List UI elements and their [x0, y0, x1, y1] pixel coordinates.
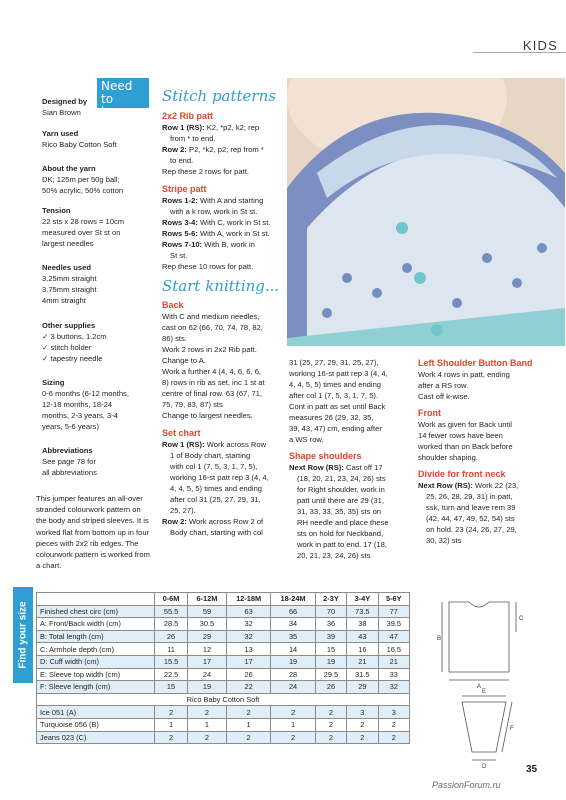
measurement-value: 32 — [226, 630, 270, 643]
measurement-value: 39 — [315, 630, 346, 643]
table-row — [37, 706, 410, 719]
instruction-text: Work 22 (23, — [472, 481, 519, 490]
sidebar-check-item: ✓ tapestry needle — [42, 353, 152, 364]
instruction-text: sts on hold for Neckband, — [297, 529, 384, 538]
yarn-quantity: 2 — [271, 731, 315, 744]
measurement-value: 17 — [188, 655, 227, 668]
size-table-body — [37, 605, 410, 744]
label-d: D — [482, 764, 487, 770]
instruction-text: 31, 33, 33, 35, 35) sts on — [297, 507, 382, 516]
text-line: 8) rows in rib as set, inc 1 st at — [162, 378, 265, 387]
measurement-label: E: Sleeve top width (cm) — [37, 668, 155, 681]
measurement-value: 38 — [347, 618, 378, 631]
instruction-continuation: St st. — [170, 251, 188, 260]
instruction-text: for Right shoulder, work in — [297, 485, 385, 494]
sidebar-block — [42, 262, 152, 306]
measurement-value: 70 — [315, 605, 346, 618]
measurement-value: 35 — [271, 630, 315, 643]
measurement-value: 13 — [226, 643, 270, 656]
yarn-quantity: 2 — [188, 706, 227, 719]
size-column-header: 12-18M — [226, 593, 270, 606]
instruction-line — [418, 513, 550, 524]
measurement-value: 32 — [378, 681, 409, 694]
sidebar-line: 50% acrylic, 50% cotton — [42, 186, 124, 195]
measurement-value: 24 — [188, 668, 227, 681]
instruction-text: ssk, turn and leave rem 39 — [426, 503, 516, 512]
yarn-quantity: 2 — [155, 706, 188, 719]
shape-shoulders-instructions — [289, 462, 413, 561]
measurement-label: Finished chest circ (cm) — [37, 605, 155, 618]
intro-text: This jumper features an all-over stranded colourwork pattern on the body and striped sleeves. It is worked flat from bottom up in four pieces with 2x2 rib edges. The colourwork pattern is worked from a chart. — [36, 494, 150, 571]
column-stitch-patterns — [162, 88, 280, 538]
measurement-value: 59 — [188, 605, 227, 618]
measurement-value: 28 — [271, 668, 315, 681]
measurement-label: A: Front/Back width (cm) — [37, 618, 155, 631]
left-shoulder-title: Left Shoulder Button Band — [418, 358, 533, 368]
text-line: With C and medium needles, — [162, 312, 260, 321]
measurement-value: 16 — [347, 643, 378, 656]
instruction-line — [162, 228, 280, 239]
text-line: Work as given for Back until — [418, 420, 512, 429]
sidebar-line: months, 2-3 years, 3-4 — [42, 411, 118, 420]
yarn-quantity: 2 — [188, 731, 227, 744]
text-line: after col 1 (7, 5, 3, 1, 7, 5). — [289, 391, 379, 400]
label-b: B — [437, 636, 442, 642]
yarn-header: Rico Baby Cotton Soft — [37, 693, 410, 706]
instruction-line — [162, 494, 280, 505]
measurement-value: 36 — [315, 618, 346, 631]
table-row — [37, 718, 410, 731]
measurement-value: 66 — [271, 605, 315, 618]
measurement-value: 29 — [188, 630, 227, 643]
measurement-label: B: Total length (cm) — [37, 630, 155, 643]
start-knitting-title: Start knitting... — [162, 277, 280, 295]
instruction-text: work in patt to end. 17 (18, — [297, 540, 387, 549]
set-chart-instructions — [162, 439, 280, 538]
measurement-value: 55.5 — [155, 605, 188, 618]
find-your-size-tab: Find your size — [13, 587, 33, 683]
instruction-text: 4, 4, 5, 5) times and ending — [170, 484, 263, 493]
label-f: F — [510, 726, 514, 732]
back-continue — [289, 357, 413, 445]
measurement-value: 14 — [271, 643, 315, 656]
instruction-text: Body chart, starting with col — [170, 528, 263, 537]
instruction-line — [162, 217, 280, 228]
back-instructions — [162, 311, 280, 421]
instruction-line — [162, 144, 280, 155]
size-column-header: 5-6Y — [378, 593, 409, 606]
table-row — [37, 643, 410, 656]
instruction-line — [289, 539, 413, 550]
measurement-value: 30.5 — [188, 618, 227, 631]
measurement-value: 19 — [315, 655, 346, 668]
stripe-rows — [162, 195, 280, 272]
sidebar-block — [42, 96, 152, 118]
instruction-line — [162, 122, 280, 133]
sidebar-line: measured over St st on — [42, 228, 121, 237]
instruction-line — [162, 461, 280, 472]
instruction-text: working 16-st patt rep 3 (4, 4, — [170, 473, 269, 482]
shape-shoulders-title: Shape shoulders — [289, 451, 362, 461]
measurement-value: 11 — [155, 643, 188, 656]
table-row — [37, 605, 410, 618]
text-line: Work 2 rows in 2x2 Rib patt. — [162, 345, 257, 354]
instruction-text: With C, work in St st. — [197, 218, 271, 227]
watermark: PassionForum.ru — [432, 780, 501, 790]
instruction-continuation: with a k row, work in St st. — [170, 207, 258, 216]
text-line: Cast off k-wise. — [418, 392, 470, 401]
instruction-text: Work across Row — [204, 440, 267, 449]
sidebar-block — [42, 163, 152, 196]
text-line: worked than on Back before — [418, 442, 513, 451]
text-line: 86) sts. — [162, 334, 187, 343]
sidebar-heading: Needles used — [42, 263, 91, 272]
measurement-value: 29 — [347, 681, 378, 694]
instruction-lead: Rows 3-4: — [162, 218, 198, 227]
instruction-line — [162, 472, 280, 483]
size-column-header — [37, 593, 155, 606]
instruction-text: Rep these 10 rows for patt. — [162, 262, 254, 271]
instruction-line — [289, 528, 413, 539]
measurement-value: 26 — [226, 668, 270, 681]
sidebar-line: largest needles — [42, 239, 94, 248]
measurement-value: 19 — [271, 655, 315, 668]
measurement-value: 12 — [188, 643, 227, 656]
size-column-header: 18-24M — [271, 593, 315, 606]
instruction-line — [418, 524, 550, 535]
instruction-line — [289, 462, 413, 473]
measurement-value: 15.5 — [155, 655, 188, 668]
sidebar-heading: Abbreviations — [42, 446, 93, 455]
text-line: Work 4 rows in patt, ending — [418, 370, 510, 379]
instruction-line — [289, 550, 413, 561]
set-chart-title: Set chart — [162, 428, 201, 438]
yarn-quantity: 2 — [315, 706, 346, 719]
sidebar-heading: Sizing — [42, 378, 65, 387]
label-a: A — [477, 684, 482, 690]
page-number: 35 — [526, 764, 538, 775]
measurement-value: 26 — [155, 630, 188, 643]
yarn-quantity: 2 — [315, 718, 346, 731]
instruction-text: with col 1 (7, 5, 3, 1, 7, 5), — [170, 462, 258, 471]
sidebar-check-item: ✓ stitch holder — [42, 342, 152, 353]
measurement-value: 22 — [226, 681, 270, 694]
sidebar-block — [42, 320, 152, 364]
instruction-text: With A and starting — [197, 196, 264, 205]
sidebar-block — [42, 205, 152, 249]
measurement-value: 21 — [378, 655, 409, 668]
text-line: 75, 79, 83, 87) sts — [162, 400, 223, 409]
measurement-value: 33 — [378, 668, 409, 681]
measurement-value: 29.5 — [315, 668, 346, 681]
instruction-text: 30, 32) sts — [426, 536, 462, 545]
instruction-text: Rep these 2 rows for patt. — [162, 167, 249, 176]
instruction-text: With B, work in — [202, 240, 255, 249]
table-row — [37, 618, 410, 631]
sidebar-line: See page 78 for — [42, 457, 97, 466]
instruction-lead: Rows 7-10: — [162, 240, 203, 249]
yarn-quantity: 2 — [315, 731, 346, 744]
front-instructions — [418, 419, 550, 463]
sidebar-line: 4mm straight — [42, 296, 86, 305]
instruction-line — [289, 506, 413, 517]
instruction-text: (18, 20, 21, 23, 24, 26) sts — [297, 474, 386, 483]
measurement-value: 73.5 — [347, 605, 378, 618]
label-c: C — [519, 616, 524, 622]
yarn-quantity: 1 — [155, 718, 188, 731]
instruction-line — [162, 195, 280, 206]
instruction-line — [418, 535, 550, 546]
text-line: cast on 62 (66, 70, 74, 78, 82, — [162, 323, 263, 332]
instruction-lead: Row 1 (RS): — [162, 440, 205, 449]
sidebar-line: all abbreviations — [42, 468, 97, 477]
size-column-header: 3-4Y — [347, 593, 378, 606]
measurement-value: 43 — [347, 630, 378, 643]
need-to-know-badge: Need to know... — [97, 78, 149, 108]
text-line: working 16-st patt rep 3 (4, 4, — [289, 369, 388, 378]
instruction-text: With A, work in St st. — [197, 229, 270, 238]
back-title: Back — [162, 300, 184, 310]
text-line: a WS row. — [289, 435, 324, 444]
sweater-photo — [287, 78, 565, 346]
text-line: after a RS row. — [418, 381, 469, 390]
instruction-continuation: from * to end. — [170, 134, 216, 143]
yarn-header-row — [37, 693, 410, 706]
yarn-quantity: 2 — [378, 718, 409, 731]
section-label: KIDS — [522, 38, 558, 53]
measurement-label: D: Cuff width (cm) — [37, 655, 155, 668]
yarn-quantity: 1 — [271, 718, 315, 731]
measurement-value: 26 — [315, 681, 346, 694]
yarn-quantity: 2 — [378, 731, 409, 744]
text-line: Work a further 4 (4, 4, 6, 6, 6, — [162, 367, 262, 376]
size-table-header — [37, 593, 410, 606]
rib-title: 2x2 Rib patt — [162, 111, 214, 121]
instruction-line — [162, 516, 280, 527]
column-three — [289, 357, 413, 561]
instruction-text: K2, *p2, k2; rep — [204, 123, 260, 132]
yarn-label: Turquoise 056 (B) — [37, 718, 155, 731]
sidebar-block — [42, 445, 152, 478]
instruction-lead: Row 1 (RS): — [162, 123, 205, 132]
text-line: shoulder shaping. — [418, 453, 478, 462]
instruction-text: Work across Row 2 of — [186, 517, 264, 526]
measurement-value: 15 — [315, 643, 346, 656]
yarn-quantity: 3 — [347, 706, 378, 719]
sidebar-heading: Other supplies — [42, 321, 96, 330]
sidebar-block — [42, 377, 152, 432]
sidebar-line: 3.75mm straight — [42, 285, 97, 294]
measurement-label: F: Sleeve length (cm) — [37, 681, 155, 694]
measurement-value: 16.5 — [378, 643, 409, 656]
instruction-text: on hold. 23 (24, 26, 27, 29, — [426, 525, 517, 534]
instruction-line — [418, 502, 550, 513]
yarn-quantity: 3 — [378, 706, 409, 719]
yarn-quantity: 2 — [347, 731, 378, 744]
measurement-value: 21 — [347, 655, 378, 668]
sidebar-heading: About the yarn — [42, 164, 96, 173]
divide-title: Divide for front neck — [418, 469, 506, 479]
yarn-quantity: 1 — [188, 718, 227, 731]
text-line: 39, 43, 47) cm, ending after — [289, 424, 382, 433]
table-row — [37, 655, 410, 668]
instruction-lead: Row 2: — [162, 145, 187, 154]
instruction-lead: Next Row (RS): — [418, 481, 473, 490]
text-line: 4, 4, 5, 5) times and ending — [289, 380, 382, 389]
instruction-line — [162, 450, 280, 461]
text-line: Cont in patt as set until Back — [289, 402, 386, 411]
table-row — [37, 681, 410, 694]
measurement-value: 31.5 — [347, 668, 378, 681]
text-line: measures 26 (29, 32, 35, — [289, 413, 374, 422]
measurement-value: 32 — [226, 618, 270, 631]
measurement-value: 63 — [226, 605, 270, 618]
instruction-lead: Next Row (RS): — [289, 463, 344, 472]
text-line: centre of final row. 63 (67, 71, — [162, 389, 263, 398]
measurement-value: 22.5 — [155, 668, 188, 681]
instruction-line — [418, 491, 550, 502]
instruction-text: 25, 26, 28, 29, 31) in patt, — [426, 492, 513, 501]
sidebar-check-item: ✓ 3 buttons, 1.2cm — [42, 331, 152, 342]
instruction-line — [289, 495, 413, 506]
instruction-line — [162, 505, 280, 516]
sidebar-line: 0-6 months (6-12 months, — [42, 389, 129, 398]
instruction-text: (42, 44, 47, 49, 52, 54) sts — [426, 514, 515, 523]
measurement-value: 39.5 — [378, 618, 409, 631]
instruction-line — [162, 527, 280, 538]
left-shoulder-instructions — [418, 369, 550, 402]
text-line: Change to A. — [162, 356, 206, 365]
instruction-lead: Rows 1-2: — [162, 196, 198, 205]
measurement-value: 77 — [378, 605, 409, 618]
instruction-text: 25, 27). — [170, 506, 196, 515]
sidebar-line: 3.25mm straight — [42, 274, 97, 283]
instruction-text: patt until there are 29 (31, — [297, 496, 384, 505]
yarn-label: Ice 051 (A) — [37, 706, 155, 719]
size-column-header: 6-12M — [188, 593, 227, 606]
sidebar-line: Sian Brown — [42, 108, 81, 117]
instruction-lead: Rows 5-6: — [162, 229, 198, 238]
measurement-value: 47 — [378, 630, 409, 643]
measurement-value: 19 — [188, 681, 227, 694]
measurement-value: 24 — [271, 681, 315, 694]
size-column-header: 2-3Y — [315, 593, 346, 606]
sidebar-line: 12-18 months, 18-24 — [42, 400, 113, 409]
instruction-line — [162, 166, 280, 177]
instruction-line — [162, 483, 280, 494]
yarn-quantity: 2 — [226, 731, 270, 744]
table-row — [37, 630, 410, 643]
instruction-line — [162, 261, 280, 272]
measurement-label: C: Armhole depth (cm) — [37, 643, 155, 656]
sidebar-line: 22 sts x 28 rows = 10cm — [42, 217, 125, 226]
instruction-line — [162, 239, 280, 250]
instruction-text: 1 of Body chart, starting — [170, 451, 251, 460]
text-line: 31 (25, 27, 29, 31, 25, 27), — [289, 358, 379, 367]
sidebar-line: Rico Baby Cotton Soft — [42, 140, 117, 149]
yarn-quantity: 2 — [271, 706, 315, 719]
instruction-text: 20, 21, 23, 24, 26) sts — [297, 551, 371, 560]
text-line: 14 fewer rows have been — [418, 431, 503, 440]
measurement-value: 17 — [226, 655, 270, 668]
yarn-quantity: 1 — [226, 718, 270, 731]
yarn-label: Jeans 023 (C) — [37, 731, 155, 744]
sidebar-block — [42, 128, 152, 150]
size-column-header: 0-6M — [155, 593, 188, 606]
instruction-line — [418, 480, 550, 491]
rib-rows — [162, 122, 280, 177]
instruction-text: RH needle and place these — [297, 518, 389, 527]
label-e: E — [482, 689, 487, 695]
sidebar-heading: Tension — [42, 206, 71, 215]
stripe-title: Stripe patt — [162, 184, 207, 194]
size-table — [36, 592, 410, 744]
sidebar-line: years, 5-6 years) — [42, 422, 99, 431]
instruction-text: Cast off 17 — [343, 463, 383, 472]
sidebar-heading: Designed by — [42, 97, 88, 106]
instruction-text: P2, *k2, p2; rep from * — [186, 145, 264, 154]
instruction-line — [289, 484, 413, 495]
instruction-line — [289, 517, 413, 528]
front-title: Front — [418, 408, 441, 418]
yarn-quantity: 2 — [347, 718, 378, 731]
measurement-value: 15 — [155, 681, 188, 694]
instruction-continuation: to end. — [170, 156, 194, 165]
sidebar-heading: Yarn used — [42, 129, 79, 138]
stitch-patterns-title: Stitch patterns — [162, 87, 276, 105]
yarn-quantity: 2 — [226, 706, 270, 719]
instruction-line — [289, 473, 413, 484]
instruction-lead: Row 2: — [162, 517, 187, 526]
instruction-text: after col 31 (25, 27, 29, 31, — [170, 495, 261, 504]
garment-schematic — [424, 592, 544, 772]
table-row — [37, 668, 410, 681]
table-row — [37, 731, 410, 744]
sidebar-line: DK; 125m per 50g ball; — [42, 175, 120, 184]
measurement-value: 28.5 — [155, 618, 188, 631]
divide-instructions — [418, 480, 550, 546]
yarn-quantity: 2 — [155, 731, 188, 744]
instruction-line — [162, 439, 280, 450]
measurement-value: 34 — [271, 618, 315, 631]
column-four — [418, 357, 550, 546]
text-line: Change to largest needles. — [162, 411, 253, 420]
